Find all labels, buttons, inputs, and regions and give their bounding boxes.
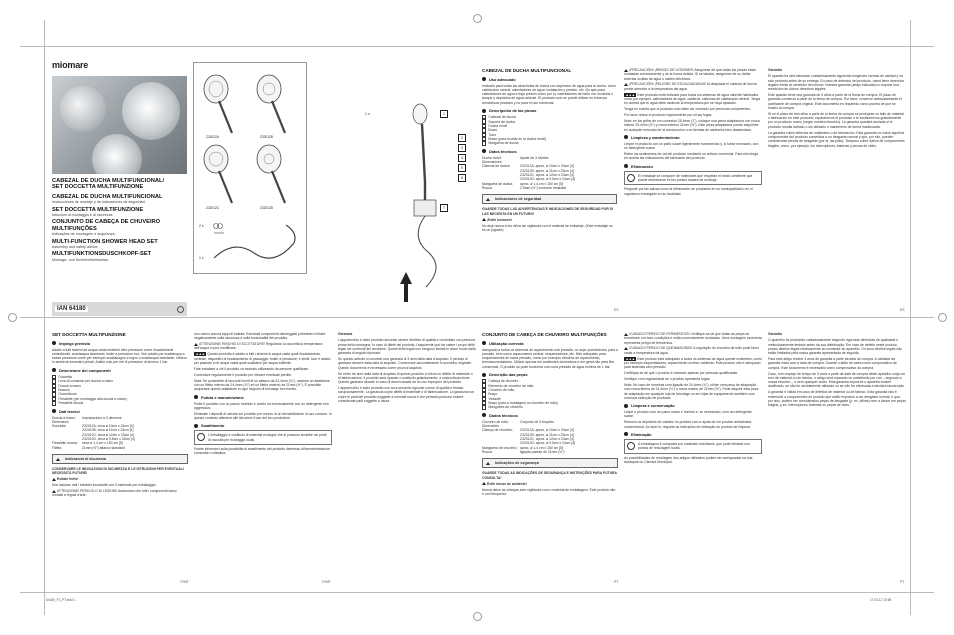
es-garantia-p4: La garantía cubre defectos de materiales o de fabricación. Esta garantía no cubre aquellos componentes del producto sometidos a un desgaste normal y que, por ello, pueden considerarse piezas de desgaste (por ej. las pilas). Tampoco cubre daños de componentes frágiles, como, por ejemplo, los interruptores, baterías y piezas de vidrio. [768,130,905,148]
list-item: Flessibile doccia [52,401,188,405]
bullet-icon [52,341,56,345]
shower-head-photo [92,134,142,174]
list-item: Mangueira de chuveiro [482,405,618,409]
pt-garantia-p4: A garantia é válida em caso de defeitos de material ou de fabrico. Esta garantia não é extensível a componentes do produto que estão expostos a um desgaste normal, e que, por isso, podem ser considerados peças de desgaste (p. ex. pilhas) nem a danos em peças frágeis, p.ex. interruptores, baterias ou peças de vidro. [768,390,906,408]
table-row: Z32012C: circa ø 12cm x 23cm [4] [82,432,134,437]
es-limp-heading: Limpieza y mantenimiento [624,135,762,140]
wall-bracket [414,182,436,216]
registration-mark [473,612,482,621]
table-row: Doccia a mano: Impostazione a 3 direzioni [52,415,122,420]
checkbox-icon [482,405,486,409]
table-row: Z32012C: aprox. ø 12cm x 23cm [4] [520,437,575,441]
list-item: Brazo [482,128,617,132]
it-col2-p1: non vanno ancora tappi di battuta. Eventuali componenti danneggiati potrebbero influire negativamente sulla sicurezza e sulla funzionalità del prodotto. [194,332,326,341]
qty-head: 1 x [365,112,370,116]
shower-head-z32012d [257,145,285,203]
label-z32012b: Z32012B [260,135,273,139]
page-number: PT [900,580,905,584]
warning-icon [52,478,56,481]
warning-icon [624,347,628,350]
it-garanzia-p1: L'apparecchio è stato prodotto secondo severe direttive di qualità e controllato con premura prima della consegna. In caso di difetti del prodotto, l'acquirente può far valere i propri diritti legali nei confronti del venditore. Questi diritti legali non vengono limitati in alcun modo dalla garanzia di seguito riportata. [338,338,476,356]
pt-seguranca-text: GUARDE TODAS AS INDICAÇÕES DE SEGURANÇA E INSTRUÇÕES PARA FUTURA CONSULTA! [482,471,617,480]
registration-mark [8,313,17,322]
warning-icon [482,218,486,221]
table-row: Z32012D: aprox. ø 9.5cm x 24cm [4] [520,177,576,182]
bullet-icon [624,164,628,168]
pt-eliminacao-text: As possibilidades de reciclagem dos artigos utilizados podem ser averiguadas na sua Autarquia ou Câmara Municipal. [624,455,753,464]
es-garantia-heading: Garantía [768,68,782,72]
pt-garantia-p1: O aparelho foi produzido cuidadosamente segundo rigorosas directivas de qualidade e meticulosamente testado antes da sua distribuição. Em caso de defeito neste produto, possui direitos legais relativamente ao vendedor do aparelho. Os seus direitos legais não estão limitados pela nossa garantia apresentada de seguida. [768,338,903,356]
es-garantia-p1: El aparato ha sido fabricado cuidadosamente siguiendo exigentes normas de calidad y ha sido probado antes de su entrega. En caso de defectos del producto, usted tiene derechos legales frente al vendedor del mismo. Nuestra garantía (abajo indicada) no supone una restricción de dichos derechos legales. [768,74,905,92]
shower-head-photo [122,82,180,140]
bullet-icon [482,373,486,377]
es-column-3 [768,68,906,149]
page-number: IT/MT [180,580,189,584]
pt-dados-heading: Dados técnicos [482,413,618,418]
recycle-icon [627,442,635,450]
callout-7: 7 [440,204,448,212]
cover-photo [52,76,187,174]
warning-icon [624,83,628,86]
table-row: Z32012B: aprox. ø 11cm x 23cm [4] [520,168,574,173]
es-datos-table [482,156,617,190]
pt-eliminacao-box: A embalagem é composta por materiais recicláveis, que pode eliminar nos pontos de reciclagem locais. [624,439,762,454]
table-row: Z32012D: circa ø 9.5cm x 24cm [4] [82,437,135,441]
pt-seguranca-box: Indicações de segurança [482,458,618,468]
callout-3: 3 [458,144,466,152]
warning-icon [56,458,60,461]
table-row: Manguera de ducha: aprox. ø 1.4 cm x 150 cm [5] [482,181,563,186]
pt-heading: CONJUNTO DE CABEÇA DE CHUVEIRO MULTIFUNÇÕES [482,332,607,337]
it-dati-table [52,416,188,450]
assembly-panel [365,62,478,312]
table-row: Rosca: ligação padrão de 21mm (½") [482,449,565,454]
it-sicurezza-box: Indicazioni di sicurezza [52,454,188,464]
table-row: Flessibile doccia: circa ø 1,4 cm x 150 cm [5] [52,441,123,446]
callout-6: 6 [458,174,466,182]
callout-2: 2 [458,134,466,142]
pt-uso-text: Adequado a todos os sistemas de aquecimento sob pressão, ou seja, quentadores, para a pressão, bem como aquecimento central, esquentadores, etc. Não adequado para esquentadores de baixa pressão, como por exemplo cilindros de aquecimento, termoacumuladores. Utilizar apenas em ambientes domésticos e em geral não para fins comerciais. O produto só pode funcionar com uma pressão de água mínima de 1 bar. [482,347,618,369]
pt-limpeza-p1: Limpe o produto com um pano macio e húmido e, se necessário, com um detergente suave. [624,410,752,419]
es-column-2: ¡PRECAUCIÓN! ¡RIESGO DE LESIONES! Asegúrese de que todas las piezas están montadas correctamente y de la forma debida. Si se taladra, asegúrese de no dañar tuberías ocultas de agua o cables eléctricos. ¡PRECAUCIÓN! ¡PELIGRO DE ESCALDADURAS! Al desplazar el cabezal de ducha preste atención a la temperatura del agua. ▲▲▲ Este producto está indicado para todos los sistemas de agua caliente habituales, como por ejemplo, calentadores de agua, calderas, sistemas de calefacción central. Tenga en cuenta que el agua debe alcanzar la temperatura que se haya ajustado. Tenga en cuenta que el producto sólo debe ser montado por personas competentes. Por favor revise el producto regularmente por si hay fugas. Nota: en los grifos de con conexión 25.4mm (1"), coloque una pieza adaptadora con rosca interior 25.4mm (½") y rosca exterior 21mm (½"). Este pieza adaptadora puede adquirirse en cualquier mercado de la construcción o en tiendas de sanitarios bien abastecidas. Limpieza y mantenimiento Limpie el producto con un paño suave ligeramente humedecido y, si fuese necesario, con un detergente suave. Retire los sedimentos de cal del producto mediante un artículo comercial. Para ello tenga en cuenta las indicaciones del fabricante del producto. Eliminación El embalaje se compone de materiales que respetan el medio ambiente que puede desecharse en los puntos locales de reciclaje. Pregunte por las salvas como la eliminación de productos en su municipalidad o en el organismo encargado en su localidad. [624,68,761,196]
warning-icon [486,462,490,465]
qty-washers: 2 x [199,224,204,228]
pt-garantia-p3: Caso, num espaço de tempo de 3 anos a partir da data de compra deste aparelho surja um erro de material ou de fabrico, o artigo será reparado ou substituído por nós – segundo a nossa escolha –, e sem qualquer custo. Esta garantia expira se o aparelho estiver danificado, se não for devidamente utilizado ou se não for efectuada a devida manutenção. [768,371,906,389]
ian-bar [52,302,187,316]
qty-hose: 1 x [199,256,204,260]
brand-logo: miomare [52,60,89,70]
table-row: Z32012C: aprox. ø 12cm x 23cm [4] [520,173,575,177]
table-row: Z32012D: aprox. ø 9.5cm x 24cm [4] [520,441,576,446]
es-elim-box: El embalaje se compone de materiales que respetan el medio ambiente que puede desecharse en los puntos locales de reciclaje. [624,171,762,186]
list-item: Braccio [52,388,188,392]
pt-lesoes-text: Nunca deixe as crianças sem vigilância com o material de embalagem. Este produto não é um brinquedo! [482,487,616,496]
es-seguridad-text: GUARDE TODAS LAS ADVERTENCIAS E INDICACIONES DE SEGURIDAD POR SI LAS NECESITA EN UN FUTURO! [482,207,613,216]
table-row: Doccetta: Z32012A: circa ø 10cm x 24cm [4] [52,424,134,429]
list-item: Braço (para a montagem no chuveiro de mão) [482,401,618,405]
label-z32012d: Z32012D [260,206,274,210]
list-item: Elemento de chuveiro de mão [482,383,618,387]
it-uso-heading: Impiego previsto [52,341,188,346]
bullet-icon [482,413,486,417]
list-item: Tubo [482,133,617,137]
crop-line-bottom [20,592,934,593]
shower-head-assembly [413,104,427,182]
it-col2-p4: Fate installare a chi il prodotto va montato utilizzando da persone qualificate. [194,366,309,371]
callout-1: 1 [440,110,448,118]
label-z32012a: Z32012A [206,135,219,139]
table-row: Dimensões [482,424,499,429]
shower-hose [214,225,295,258]
table-row: Z32012B: circa ø 11cm x 23cm [4] [82,428,134,433]
cover-entry-en: MULTI-FUNCTION SHOWER HEAD SET Assembly and safety advice [52,238,158,250]
it-smaltimento-text: Potete informarvi sulla possibilità di smaltimento del prodotto dismesso all'amministrazione comunale o cittadina. [194,446,330,456]
pt-limpeza-heading: Limpeza e conservação [624,403,762,408]
table-row: Cabeça de chuveiro: Z32012A: aprox. ø 10cm x 24cm [4] [482,428,574,433]
footer-slug-left: 64180_F1_PT.indd 1 [46,598,76,602]
list-item: Ducha móvil [482,124,617,128]
list-item: Cabezal de ducha [482,115,617,119]
caution-tag: ▲▲▲ [625,92,635,97]
callout-4: 4 [458,154,466,162]
warning-icon [624,333,628,336]
es-piezas-list [482,115,617,146]
es-uso-text: Indicado para todas las alcachofas de ducha con aspersion de agua para la ducha, como calefacción central, calentadores de agua, instalación y presión, etc. No apto para calentadores de agua a baja presión como por ej. calentadores de baño con modelos o tanque y depósitos de agua caliente. El producto solo se puede utilizar en entornos domésticos privados y no para el uso comercial. [482,83,617,105]
it-garanzia-p4: L'apparecchio è stato prodotto con cura secondo rigorose norme di qualità e testato scrupolosamente. La garanzia copre difetti di materiale o di fabbricazione. La garanzia non copre le parti del prodotto soggette a normale usura e che pertanto possono essere considerate parti soggette a usura. [338,386,475,403]
warning-icon [194,343,198,346]
caution-tag: ▲▲▲ [195,352,205,357]
checkbox-icon [52,401,56,405]
pt-col2-nota: Nota: No caso de torneiras com ligação de 24,4mm (¾"), utilize uma peça de adaptação com rosca fêmea de 24,4mm (¾") e rosca macho de 21mm (½"). Pode adquirir esta peça de adaptação em qualquer loja de bricolage ou em lojas de equipamento sanitário com uma boa selecção de produtos. [624,382,759,400]
bullet-icon [194,424,198,428]
es-limp-p2: Retire los sedimentos de cal del producto mediante un artículo comercial. Para ello tenga en cuenta las indicaciones del fabricante del producto. [624,152,759,161]
pt-uso-heading: Utilização correcta [482,341,618,346]
list-item: Doccetta [52,375,188,379]
es-datos-heading: Datos técnicos [482,149,617,154]
cover-entry-es: CABEZAL DE DUCHA MULTIFUNCIONAL Instrucciones de montaje y de indicaciones de seguridad [52,193,163,205]
es-col2-nota: Nota: en los grifos de con conexión 25.4mm (1"), coloque una pieza adaptadora con rosca interior 25.4mm (½") y rosca exterior 21mm (½"). Este pieza adaptadora puede adquirirse en cualquier mercado de la construcción o en tiendas de sanitarios bien abastecidas. [624,118,760,132]
es-column-1: CABEZAL DE DUCHA MULTIFUNCIONAL Uso adecuado Indicado para todas las alcachofas de ducha con aspersion de agua para la ducha, como calefacción central, calentadores de agua, instalación y presión, etc. No apto para calentadores de agua a baja presión como por ej. calentadores de baño con modelos o tanque y depósitos de agua caliente. El producto solo se puede utilizar en entornos domésticos privados y no para el uso comercial. Descripción de las piezas Cabezal de ducha Soporte de ducha Ducha móvil Brazo Tubo Brazo (para montar en la ducha móvil) Margarina de ducha Datos técnicos Ducha móvil: Ajuste de 3 niveles Dimensiones Cabezal de ducha: Z32012A: aprox. ø 10cm x 24cm [4] Z32012B: aprox. ø 11cm x 23cm [4] Z32012C: aprox. ø 12cm x 23cm [4] Z32012D: aprox. ø 9.5cm x 24cm [4] Manguera de ducha: aprox. ø 1.4 cm x 150 cm [5] Rosca: 2.5mm (½") conexión estándar Indicaciones de seguridad GUARDE TODAS LAS ADVERTENCIAS E INDICACIONES DE SEGURIDAD POR SI LAS NECESITA EN UN FUTURO! ¡Evite lesiones! No deje nunca a los niños sin vigilancia con el material de embalaje. (Este embalaje no es un juguete) [482,68,617,232]
table-row: Rosca: 2.5mm (½") conexión estándar [482,185,567,190]
it-col2-p5: Controllare regolarmente il prodotto per rilevare eventuali perdite. [194,372,293,377]
it-pulizia-p2: Eliminate i depositi di calcare sul prodotto per mezzo di un decalcificatore di uso comune. In questo contesto attenersi alle istruzioni d'uso del loro produttore. [194,411,332,421]
it-uso-text: Adatto a tutti sistemi ad acqua calda esistenti oltre pressione come riscaldamenti centralizzati, scaldacqua istantanei, boiler a pressione ecc. Non adatto per scaldacqua a bassa pressione come per esempio scaldabagno a legno o scaldacqua istantanei. Utilizzo in ambienti domestici privati. Adatto solo per reti di pressione di almeno 1 bar. [52,347,187,365]
pt-garantia-heading: Garantia [768,332,782,336]
es-seguridad-box: Indicaciones de seguridad [482,194,617,204]
figure-panel [193,62,307,274]
recycle-icon [177,306,184,313]
table-row: Mangueira de chuveiro: aprox. ø 1,4 cm x 150 cm [5] [482,445,563,450]
table-row: Ducha móvil: Ajuste de 3 niveles [482,155,549,160]
callout-5: 5 [458,164,466,172]
list-item: Guarnizione [52,392,188,396]
es-asfix-text: No deje nunca a los niños sin vigilancia con el material de embalaje. (Este embalaje no es un juguete) [482,223,613,232]
warning-icon [624,69,628,72]
ian-number: IAN 64180 [57,306,86,312]
warning-icon [486,198,490,201]
registration-mark [938,313,947,322]
it-heading: SET DOCCETTA MULTIFUNZIONE [52,332,126,337]
it-col2-nota: Nota: Se possedete di raccordi forniti di un attacco da 24,4mm (¾"), usatene un adattatore con un filetto interno da 24,4mm (¾") ed un filetto esterno da 21mm (½"). È possibile acquistare questo adattatore in ogni negozio di bricolage ben fornito. [194,378,330,392]
pt-column-2: CUIDADO! PERIGO DE FERIMENTOS! Certifique-se de que todas as peças se encontram em bom condições e estão correctamente montadas. Uma montagem incorrecta representa perigo de ferimentos. CUIDADO! PERIGO DE QUEIMADURAS! A regulação do chuveiro de mão pode fazer variar a temperatura da água. ▲▲▲ Este produto está adequado a todos os sistemas de água quente existentes, como por exemplo esquentadores, aquecimento central, caldeiras. Este produto não é adequado para sistemas sem pressão. Certifique-se de que o produto é montado apenas por pessoas qualificadas. Verifique com regularidade se o produto apresenta fugas. Nota: No caso de torneiras com ligação de 24,4mm (¾"), utilize uma peça de adaptação com rosca fêmea de 24,4mm (¾") e rosca macho de 21mm (½"). Pode adquirir esta peça de adaptação em qualquer loja de bricolage ou em lojas de equipamento sanitário com uma boa selecção de produtos. Limpeza e conservação Limpe o produto com um pano macio e húmido e, se necessário, com um detergente suave. Remova os depósitos de calcário no produto com a ajuda de um produto anticalcário convencional. Ao fazê-lo, respeite as instruções de utilização do produto de limpeza. Eliminação A embalagem é composta por materiais recicláveis, que pode eliminar nos pontos de reciclagem locais. As possibilidades de reciclagem dos artigos utilizados podem ser averiguadas na sua Autarquia ou Câmara Municipal. [624,332,762,464]
page-number: IT/MT [322,580,331,584]
label-z32012c: Z32012C [206,206,220,210]
crop-line-middle [20,317,934,318]
bullet-icon [194,395,198,399]
list-item: Soporte de ducha [482,119,617,123]
it-column-2: non vanno ancora tappi di battuta. Eventuali componenti danneggiati potrebbero influire negativamente sulla sicurezza e sulla funzionalità del prodotto. ATTENZIONE! RISCHIO DI SCOTTATURE! Regolando la doccetta la temperatura dell'acqua si può modificare. ▲▲▲ Questo prodotto è adatto a tutti i sistemi di acqua calda quali riscaldamento centrale, dispositivi di riscaldamento di passaggio, boiler a pressione, e simili. Non è adatto per passare in di acqua calda quali scaldatori per acqua bollente. Fate installare a chi il prodotto va montato utilizzando da persone qualificate. Controllare regolarmente il prodotto per rilevare eventuali perdite. Nota: Se possedete di raccordi forniti di un attacco da 24,4mm (¾"), usatene un adattatore con un filetto interno da 24,4mm (¾") ed un filetto esterno da 21mm (½"). È possibile acquistare questo adattatore in ogni negozio di bricolage ben fornito. Pulizia e manutenzione Pulite il prodotto con un panno morbido e umido ed eventualmente con un detergente non aggressivo. Eliminate i depositi di calcare sul prodotto per mezzo di un decalcificatore di uso comune. In questo contesto attenersi alle istruzioni d'uso del loro produttore. Smaltimento L'imballaggio è costituito di materiali ecologici che si possono smaltire nei punti di raccolta per riciclaggio locali. Potete informarvi sulla possibilità di smaltimento del prodotto dismesso all'amministrazione comunale o cittadina. [194,332,332,456]
hose-assembly [418,216,436,287]
cover-entry-de: MULTIFUNKTIONSDUSCHKOPF-SET Montage- und Sicherheitshinweise [52,251,152,262]
bullet-icon [624,135,628,139]
shower-head-z32012b [257,75,285,133]
table-row: Dimensioni [52,419,69,424]
it-lesioni-text: Non lasciare mai i bambini incustoditi con il materiale per imballaggio. [52,483,157,488]
list-item: Chuveiro de mão [482,388,618,392]
es-garantia-p3: Si en el plazo de tres años a partir de la fecha de compra se produjese un fallo de material o fabricación en este producto, repararemos el producto o le sustituiremos gratuitamente por un producto nuevo (según nuestra elección). La garantía quedará anulada si el producto resulta dañado o sin utilizarlo o mantenerlo de forma inadecuada. [768,111,904,129]
shower-head-z32012c [204,145,232,203]
assembly-diagram [370,62,478,312]
it-garanzia-heading: Garanzia [338,332,353,336]
bullet-icon [624,404,628,408]
bullet-icon [52,368,56,372]
es-heading: CABEZAL DE DUCHA MULTIFUNCIONAL [482,68,572,73]
shower-head-z32012a [204,75,232,133]
it-pulizia-heading: Pulizia e manutenzione [194,395,332,400]
pt-garantia-p2: Para este artigo recebe 3 anos de garantia a partir da data de compra. A validade da garantia inicia com a data de compra. Guarde o talão de caixa como comprovativo da compra. Este documento é necessário como comprovativo da compra. [768,357,897,370]
table-row: Cabezal de ducha: Z32012A: aprox. ø 10cm x 24cm [4] [482,164,574,169]
es-elim-text: Pregunte por las salvas como la eliminación de productos en su municipalidad o en el organismo encargado en su localidad. [624,187,753,196]
bullet-icon [482,341,486,345]
pt-col2-p5: Verifique com regularidade se o produto apresenta fugas. [624,377,711,382]
it-garanzia-p2: Su questo articolo si concede una garanzia di 3 anni dalla data d'acquisto. Il periodo di garanzia decorre dalla data di acquisto. Conservare accuratamente lo scontrino originale. Questo documento è necessario come prova d'acquisto. [338,357,473,370]
it-comp-heading: Descrizione dei componenti [52,368,188,373]
cover-main-title: CABEZAL DE DUCHA MULTIFUNCIONAL/ SET DOCCETTA MULTIFUNZIONE [52,178,165,191]
list-item: Margarina de ducha [482,141,617,145]
bullet-icon [482,77,486,81]
page-number: ES [614,308,619,312]
it-garanzia-p3: Se entro tre anni dalla data di acquisto di questo prodotto si rileva un difetto di materiale o di fabbricazione, il prodotto sarà riparato o sostituito gratuitamente, a nostra discrezione. Questa garanzia decade in caso di danni causati da un uso improprio del prodotto. [338,371,473,385]
list-item: Cabeça de chuveiro [482,379,618,383]
bullet-icon [482,149,486,153]
recycle-icon [197,433,205,441]
shower-heads-figure [194,63,306,273]
pt-column-3 [768,332,906,409]
page-number: PT [614,580,619,584]
list-item: Leva di comando per doccia a mano [52,379,188,383]
es-garantia-p2: Este aparato tiene una garantía de 3 años a partir de la fecha de compra. El plazo de garantía comienza a partir de la fecha de compra. Por favor, conserve adecuadamente el justificante de compra original. Este documento es requerido como prueba de que se realizó la compra. [768,93,902,110]
list-item: Doccia a mano [52,384,188,388]
list-item: Flessibile (per montaggio alla doccia a mano) [52,397,188,401]
bullet-icon [52,409,56,413]
cover-entry-it: SET DOCCETTA MULTIFUNZIONE Istruzioni di montaggio e di sicurezza [52,206,144,218]
cover-panel [52,60,187,315]
list-item: Braço [482,392,618,396]
it-pulizia-p1: Pulite il prodotto con un panno morbido e umido ed eventualmente con un detergente non aggressivo. [194,401,329,410]
table-row: Z32012B: aprox. ø 11cm x 23cm [4] [520,432,574,437]
footer-slug-right: 17.04.12 10:58 [870,598,892,602]
registration-mark [473,14,482,23]
arrow-up-icon [400,272,412,302]
it-column-1: SET DOCCETTA MULTIFUNZIONE Impiego previsto Adatto a tutti sistemi ad acqua calda esistenti oltre pressione come riscaldamenti centralizzati, scaldacqua istantanei, boiler a pressione ecc. Non adatto per scaldacqua a bassa pressione come per esempio scaldabagno a legno o scaldacqua istantanei. Utilizzo in ambienti domestici privati. Adatto solo per reti di pressione di almeno 1 bar. Descrizione dei componenti Doccetta Leva di comando per doccia a mano Doccia a mano Braccio Guarnizione Flessibile (per montaggio alla doccia a mano) Flessibile doccia Dati tecnici Doccia a mano: Impostazione a 3 direzioni Dimensioni Doccetta: Z32012A: circa ø 10cm x 24cm [4] Z32012B: circa ø 11cm x 23cm [4] Z32012C: circa ø 12cm x 23cm [4] Z32012D: circa ø 9.5cm x 24cm [4] Flessibile doccia: circa ø 1,4 cm x 150 cm [5] Filetto: 21mm (½") attacco standard Indicazioni di sicurezza CONSERVARE LE INDICAZIONI DI SICUREZZA E LE ISTRUZIONI PER EVENTUALI NECESSITÀ FUTURE! Evitate ferite! Non lasciare mai i bambini incustoditi con il materiale per imballaggio. ATTENZIONE! PERICOLO DI LESIONI! Assicurarsi che tutti i componenti siano montati a regola d'arte. [52,332,187,498]
es-elim-heading: Eliminación [624,164,762,169]
pt-column-1: CONJUNTO DE CABEÇA DE CHUVEIRO MULTIFUNÇÕES Utilização correcta Adequado a todos os sistemas de aquecimento sob pressão, ou seja, quentadores, para a pressão, bem como aquecimento central, esquentadores, etc. Não adequado para esquentadores de baixa pressão, como por exemplo cilindros de aquecimento, termoacumuladores. Utilizar apenas em ambientes domésticos e em geral não para fins comerciais. O produto só pode funcionar com uma pressão de água mínima de 1 bar. Descrição das peças Cabeça de chuveiro Elemento de chuveiro de mão Chuveiro de mão Braço Vedante Braço (para a montagem no chuveiro de mão) Mangueira de chuveiro Dados técnicos Chuveiro de mão: Conjunto de 3 funções Dimensões Cabeça de chuveiro: Z32012A: aprox. ø 10cm x 24cm [4] Z32012B: aprox. ø 11cm x 23cm [4] Z32012C: aprox. ø 12cm x 23cm [4] Z32012D: aprox. ø 9.5cm x 24cm [4] Mangueira de chuveiro: aprox. ø 1,4 cm x 150 cm [5] Rosca: ligação padrão de 21mm (½") Indicações de segurança GUARDE TODAS AS INDICAÇÕES DE SEGURANÇA E INSTRUÇÕES PARA FUTURA CONSULTA! Evite riscos de acidente! Nunca deixe as crianças sem vigilância com o material de embalagem. Este produto não é um brinquedo! [482,332,618,496]
page-number: ES [900,308,905,312]
it-sicurezza-text: CONSERVARE LE INDICAZIONI DI SICUREZZA E LE ISTRUZIONI PER EVENTUALI NECESSITÀ FUTURE! [52,467,184,476]
pt-eliminacao-heading: Eliminação [624,432,762,437]
table-row: Filetto: 21mm (½") attacco standard [52,445,125,450]
warning-icon [482,482,486,485]
crop-line-top [20,46,934,47]
crop-line-left [44,20,45,615]
table-row: Chuveiro de mão: Conjunto de 3 funções [482,419,554,424]
es-piezas-heading: Descripción de las piezas [482,108,617,113]
checkbox-icon [482,141,486,145]
caution-tag: ▲▲▲ [625,356,635,361]
it-comp-list [52,375,188,406]
it-smaltimento-box: L'imballaggio è costituito di materiali ecologici che si possono smaltire nei punti di raccolta per riciclaggio locali. [194,430,332,445]
list-item: Brazo (para montar en la ducha móvil) [482,137,617,141]
pt-desc-heading: Descrição das peças [482,372,618,377]
es-uso-heading: Uso adecuado [482,77,617,82]
es-limp-p1: Limpie el producto con un paño suave ligeramente humedecido y, si fuese necesario, con un detergente suave. [624,141,759,151]
pt-desc-list [482,379,618,410]
bullet-icon [624,432,628,436]
it-column-3 [338,332,476,405]
crop-line-right [910,20,911,615]
recycle-icon [627,174,635,182]
es-col2-p4: Tenga en cuenta que el producto sólo debe ser montado por personas competentes. [624,107,751,112]
warning-icon [52,490,56,493]
pt-dados-table [482,420,618,454]
washers [214,224,225,234]
pt-limpeza-p2: Remova os depósitos de calcário no produto com a ajuda de um produto anticalcário convencional. Ao fazê-lo, respeite as instruções de utilização do produto de limpeza. [624,420,752,429]
cover-entry-pt: CONJUNTO DE CABEÇA DE CHUVEIRO MULTIFUNÇÕES Indicações de montagem e segurança [52,219,161,237]
table-row: Dimensiones [482,160,502,165]
it-smaltimento-heading: Smaltimento [194,423,332,428]
shower-head-photo [60,86,106,132]
bullet-icon [482,109,486,113]
list-item: Vedante [482,397,618,401]
it-dati-heading: Dati tecnici [52,409,188,414]
pt-col2-p4: Certifique-se de que o produto é montado apenas por pessoas qualificadas. [624,371,739,376]
es-col2-p5: Por favor revise el producto regularmente por si hay fugas. [624,113,713,118]
